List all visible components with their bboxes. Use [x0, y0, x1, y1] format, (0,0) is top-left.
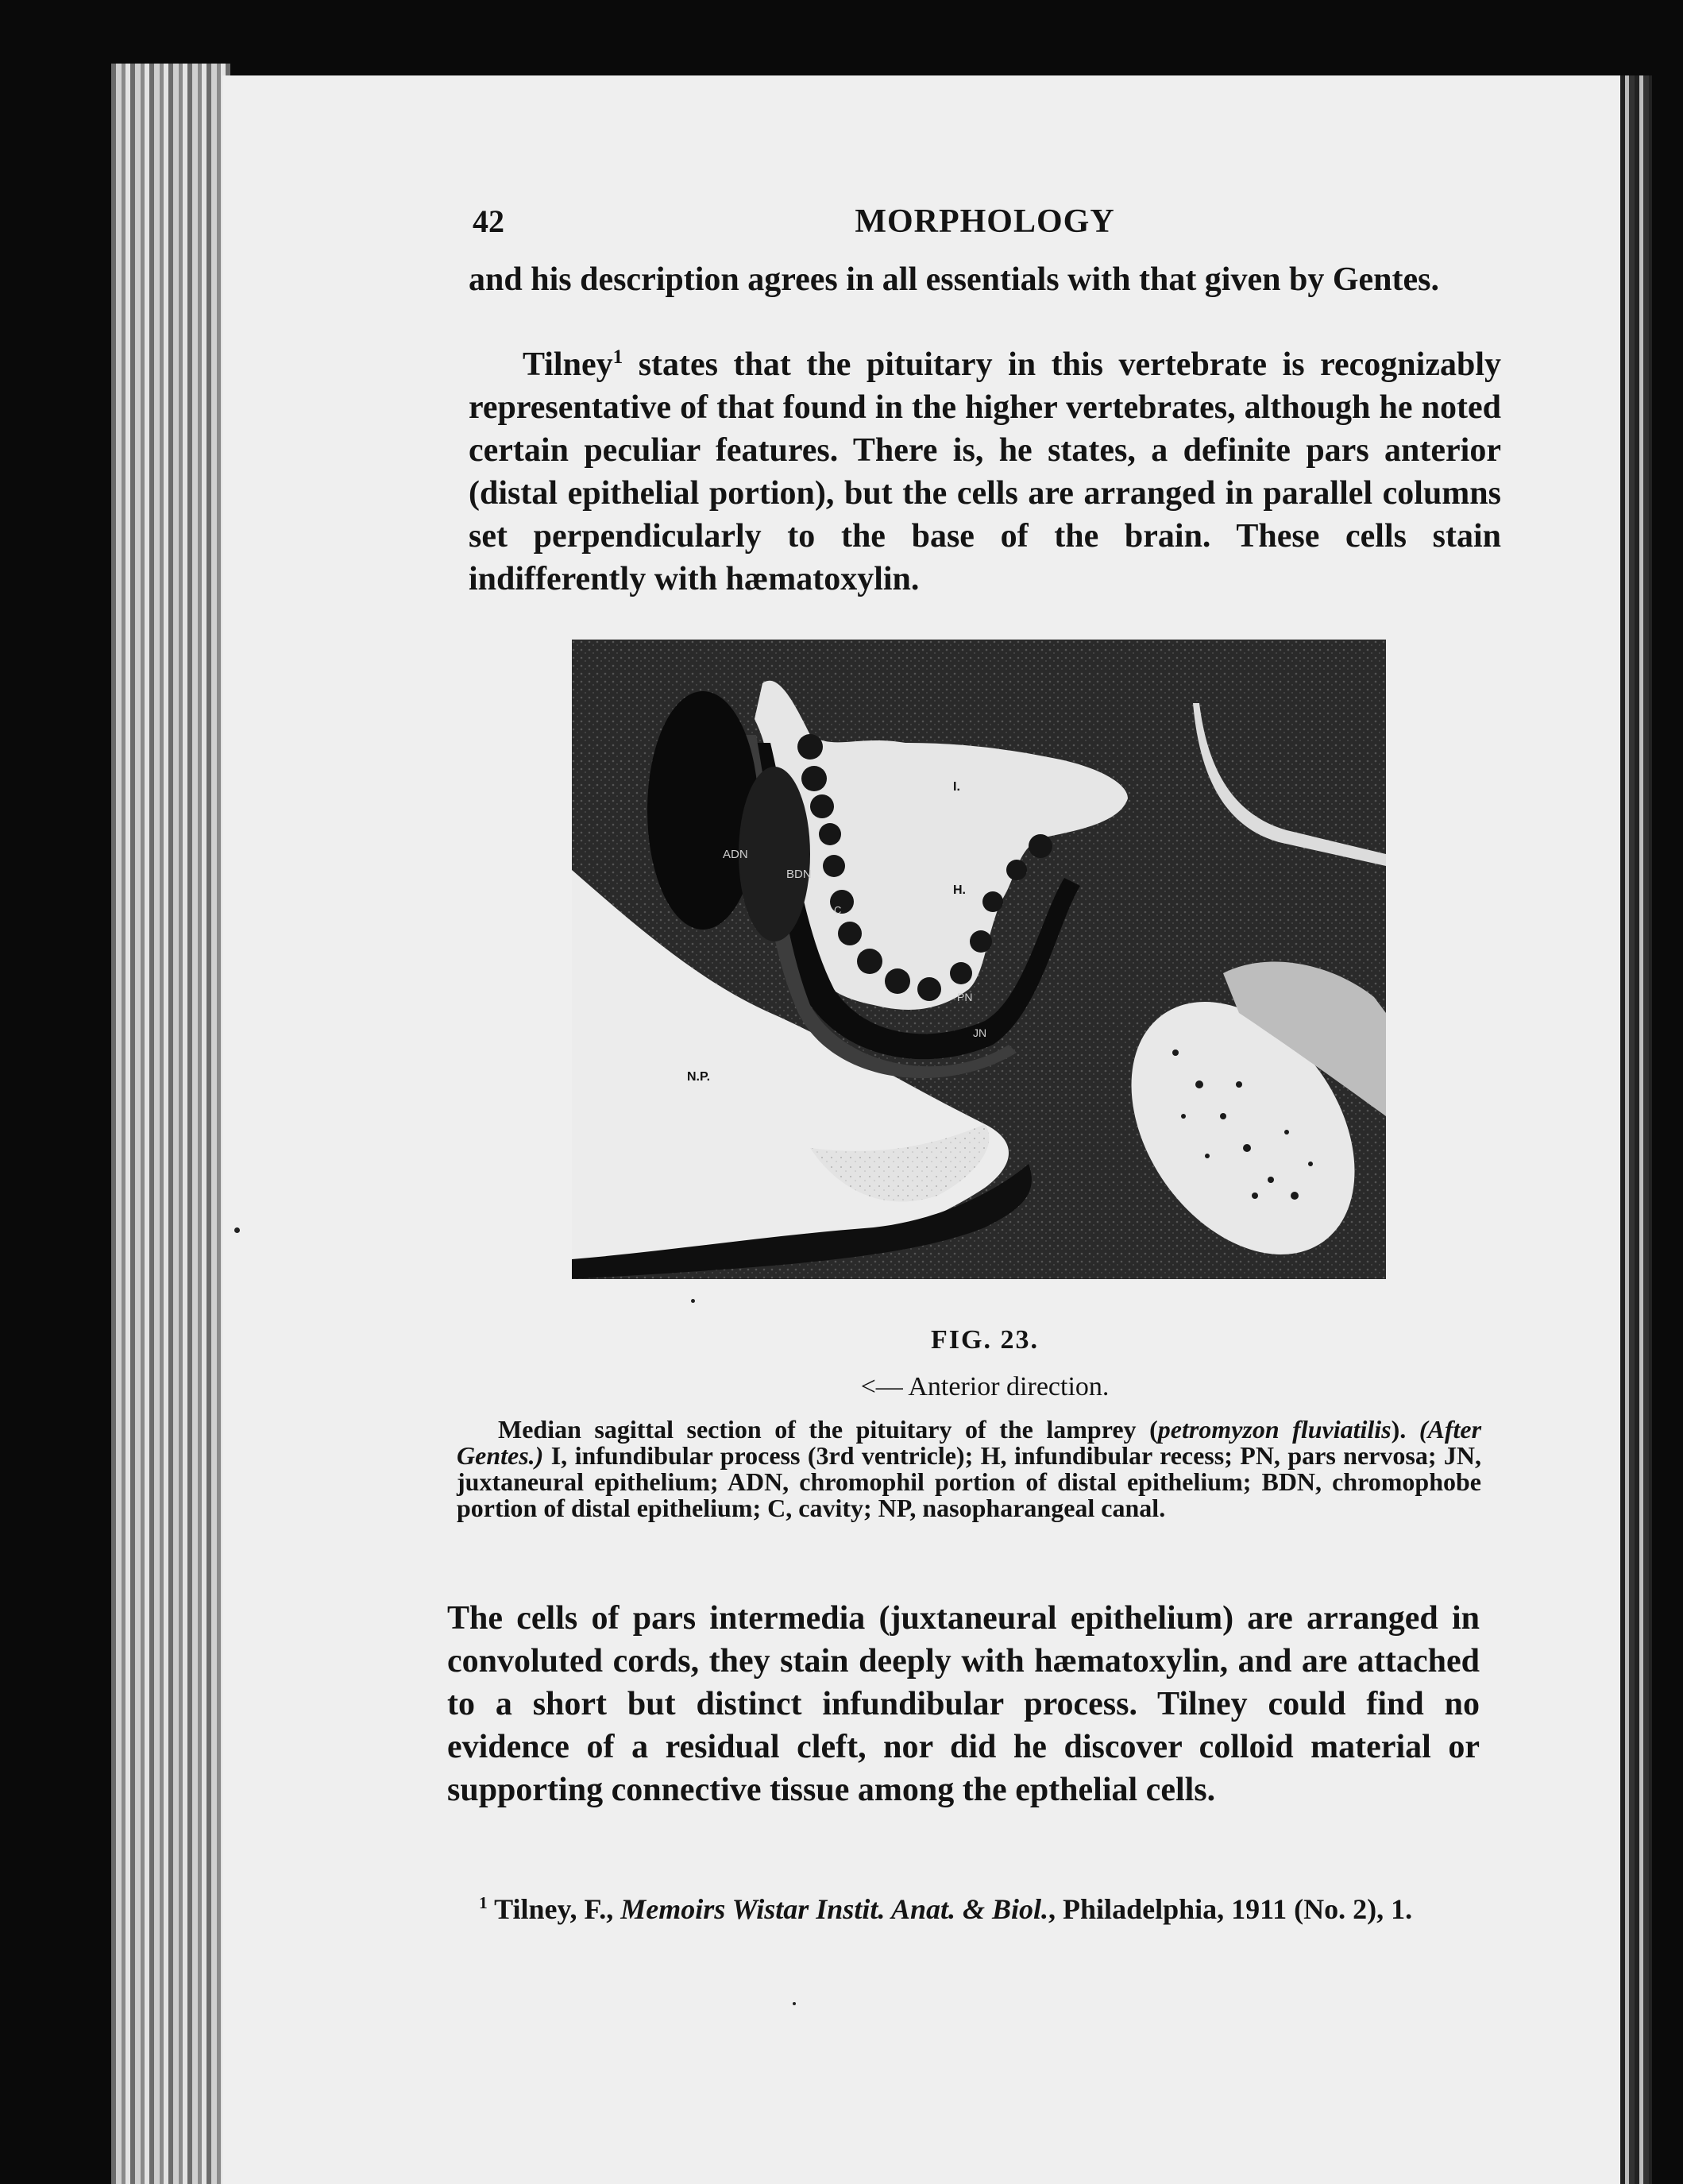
page-number: 42 — [473, 203, 504, 239]
figure-label-c: C — [834, 904, 842, 916]
figure-label-np: N.P. — [687, 1070, 711, 1084]
paragraph-1: and his description agrees in all essentials with that given by Gentes. — [469, 261, 1439, 298]
figure-23-image — [572, 640, 1386, 1279]
footnote-mark: 1 — [479, 1893, 488, 1912]
figure-label-h: H. — [953, 883, 966, 897]
footnote — [447, 1891, 1440, 1927]
page-speck — [691, 1299, 695, 1303]
page-speck — [793, 2002, 796, 2005]
footnote-author: Tilney, F., — [487, 1893, 621, 1925]
book-page-edges — [111, 64, 230, 2184]
footnote-reference: 1 — [612, 346, 623, 368]
figure-label-adn: ADN — [723, 848, 748, 861]
paragraph-3: The cells of pars intermedia (juxtaneural epithelium) are arranged in convoluted cords, they stain deeply with hæmatoxylin, and are attached to a short but distinct infundibular process. Tilney could find no evidence of a residual cleft, nor did he discover colloid material or supporting connective tissue among the epthelial cells. — [447, 1600, 1480, 1808]
figure-direction-note: <— Anterior direction. — [860, 1372, 1110, 1401]
caption-part-1: Median sagittal section of the pituitary of the lamprey ( — [498, 1415, 1158, 1444]
figure-number: FIG. 23. — [931, 1325, 1039, 1355]
caption-source: (After Gentes.) — [457, 1415, 1482, 1470]
footnote-journal: Memoirs Wistar Instit. Anat. & Biol. — [620, 1893, 1049, 1925]
caption-part-2: ). — [1391, 1415, 1419, 1444]
caption-part-3: I, infundibular process (3rd ventricle); H, infundibular recess; PN, pars nervosa; JN, juxtaneural epithelium; ADN, chromophil portion of distal epithelium; BDN, chromophobe portion of distal epithelium; C, cavity; NP, nasopharangeal canal. — [457, 1441, 1481, 1522]
page-speck — [234, 1227, 240, 1233]
figure-label-jn: JN — [973, 1026, 987, 1039]
book-right-edge — [1620, 75, 1652, 2184]
figure-label-bdn: BDN — [786, 868, 812, 881]
running-title: MORPHOLOGY — [855, 203, 1115, 240]
paragraph-2-start: Tilney — [523, 346, 613, 383]
running-header — [473, 203, 1497, 250]
figure-label-i: I. — [953, 780, 960, 794]
paragraph-2 — [469, 343, 1501, 601]
figure-caption — [457, 1417, 1481, 1521]
figure-label-pn: PN — [957, 991, 973, 1003]
footnote-rest: , Philadelphia, 1911 (No. 2), 1. — [1048, 1893, 1413, 1925]
caption-species: petromyzon fluviatilis — [1157, 1415, 1392, 1444]
paragraph-2-text: states that the pituitary in this vertebrate is recognizably representative of that found in the higher vertebrates, although he noted certain peculiar features. There is, he states, a definite pars anterior (distal epithelial portion), but the cells are arranged in parallel columns set perpendicularly to the base of the brain. These cells stain indifferently with hæmatoxylin. — [469, 346, 1501, 597]
